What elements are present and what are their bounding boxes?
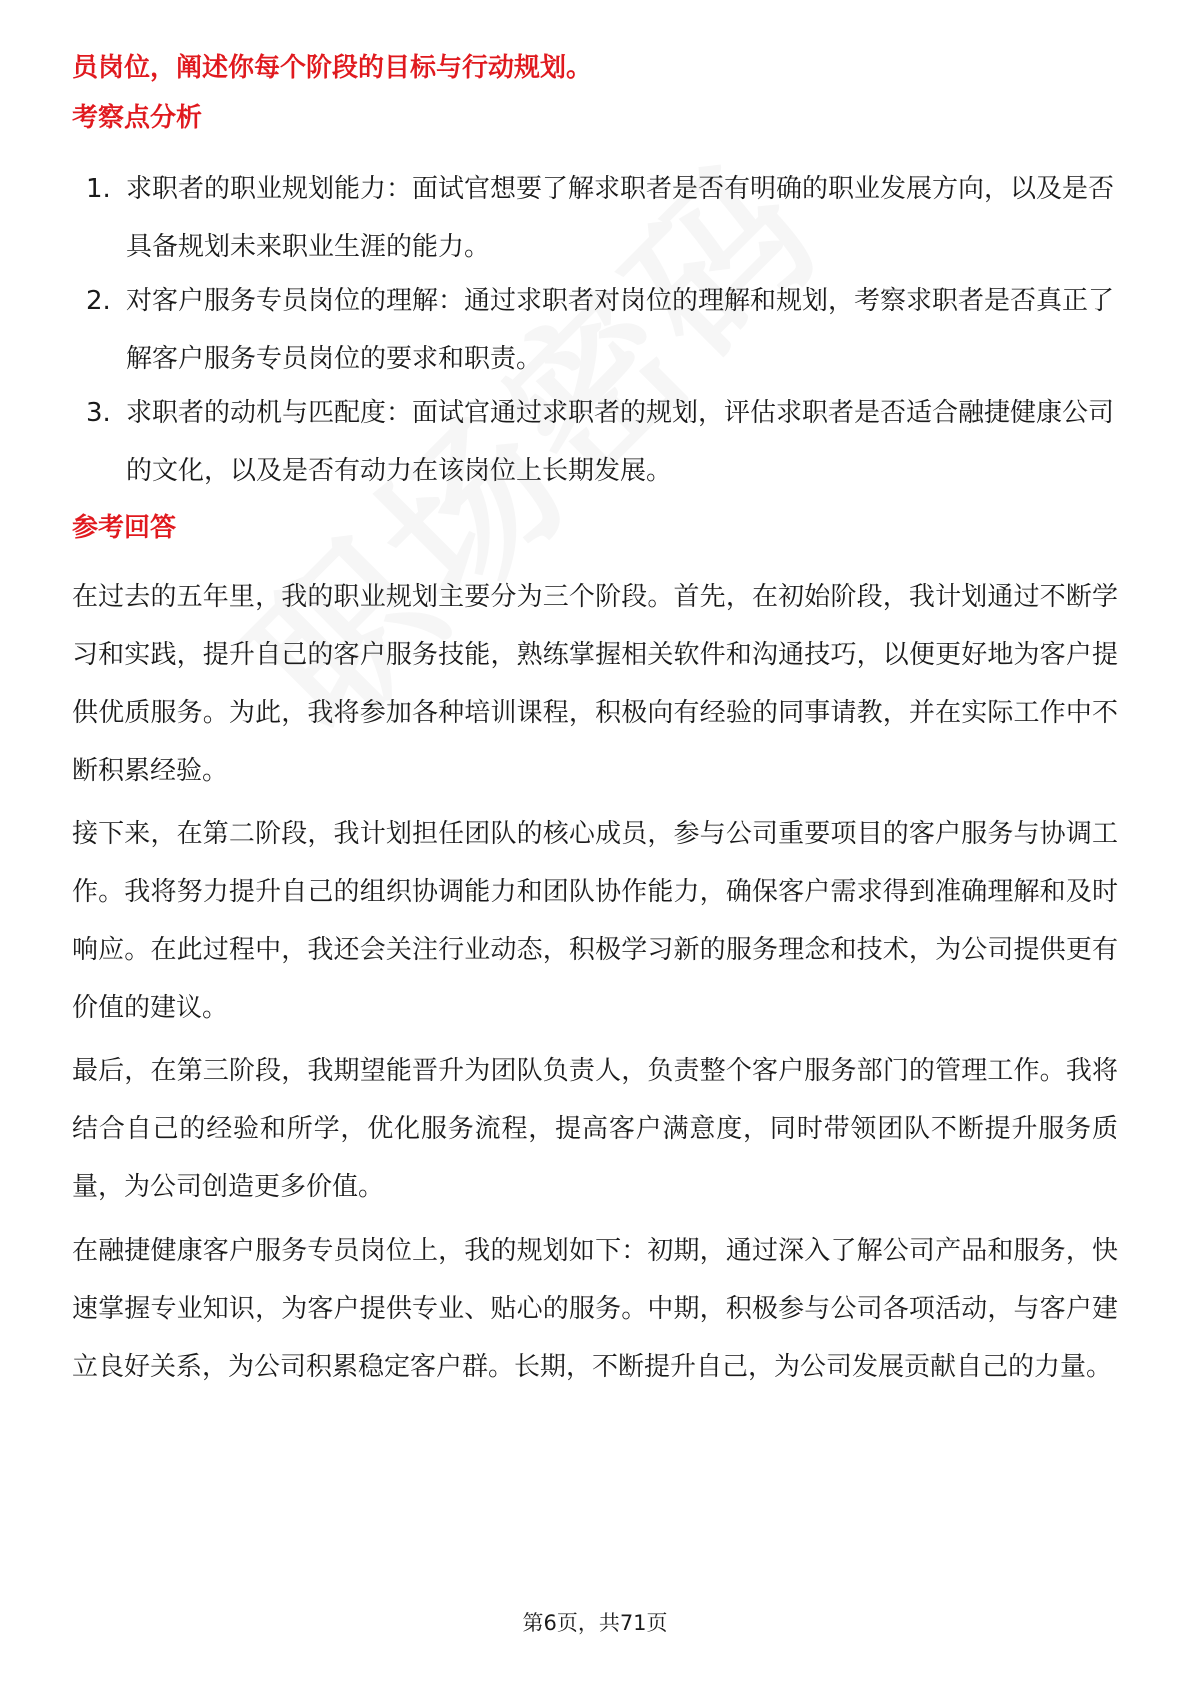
analysis-list-item	[72, 272, 1118, 388]
analysis-list-item	[72, 160, 1118, 276]
list-item-number: 3.	[86, 398, 111, 428]
analysis-list-item	[72, 384, 1118, 500]
answer-paragraph: 在融捷健康客户服务专员岗位上，我的规划如下：初期，通过深入了解公司产品和服务，快速掌握专业知识，为客户提供专业、贴心的服务。中期，积极参与公司各项活动，与客户建立良好关系，为公司积累稳定客户群。长期，不断提升自己，为公司发展贡献自己的力量。	[72, 1236, 1118, 1382]
list-item-number: 1.	[86, 174, 111, 204]
answer-paragraph: 接下来，在第二阶段，我计划担任团队的核心成员，参与公司重要项目的客户服务与协调工作。我将努力提升自己的组织协调能力和团队协作能力，确保客户需求得到准确理解和及时响应。在此过程中，我还会关注行业动态，积极学习新的服务理念和技术，为公司提供更有价值的建议。	[72, 819, 1118, 1023]
list-item-text: 求职者的动机与匹配度：面试官通过求职者的规划，评估求职者是否适合融捷健康公司的文化，以及是否有动力在该岗位上长期发展。	[126, 398, 1115, 486]
question-tail-heading: 员岗位，阐述你每个阶段的目标与行动规划。	[72, 53, 593, 83]
analysis-list	[72, 160, 1118, 500]
answer-paragraph: 在过去的五年里，我的职业规划主要分为三个阶段。首先，在初始阶段，我计划通过不断学习和实践，提升自己的客户服务技能，熟练掌握相关软件和沟通技巧，以便更好地为客户提供优质服务。为此，我将参加各种培训课程，积极向有经验的同事请教，并在实际工作中不断积累经验。	[72, 582, 1118, 786]
list-item-text: 求职者的职业规划能力：面试官想要了解求职者是否有明确的职业发展方向，以及是否具备规划未来职业生涯的能力。	[126, 174, 1115, 262]
list-item-number: 2.	[86, 286, 111, 316]
analysis-section-title: 考察点分析	[72, 103, 203, 133]
list-item-text: 对客户服务专员岗位的理解：通过求职者对岗位的理解和规划，考察求职者是否真正了解客户服务专员岗位的要求和职责。	[126, 286, 1115, 374]
page-number-footer: 第6页，共71页	[522, 1611, 668, 1635]
answer-section-title: 参考回答	[72, 513, 177, 543]
answer-paragraph: 最后，在第三阶段，我期望能晋升为团队负责人，负责整个客户服务部门的管理工作。我将结合自己的经验和所学，优化服务流程，提高客户满意度，同时带领团队不断提升服务质量，为公司创造更多价值。	[72, 1056, 1118, 1202]
